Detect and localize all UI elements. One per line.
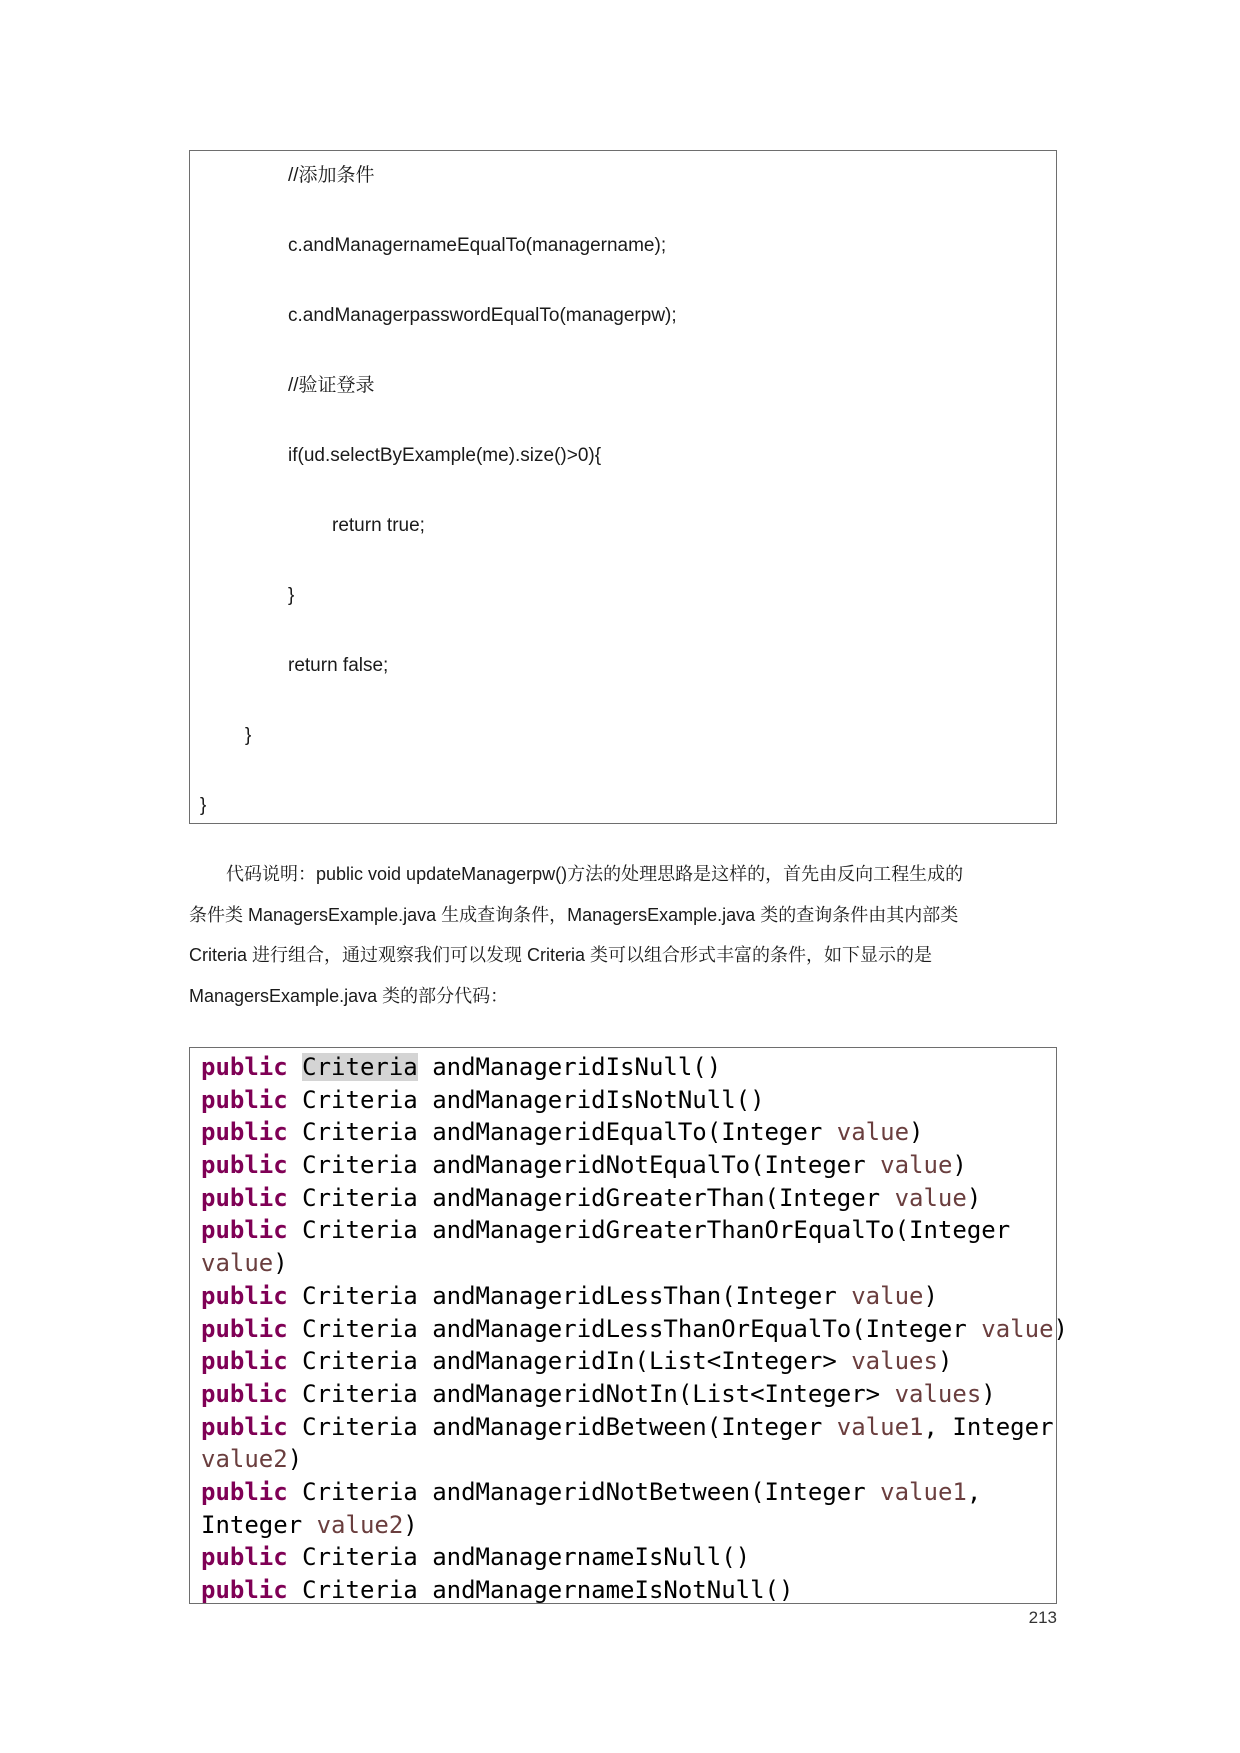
method-signature: andManageridNotIn(List<Integer> bbox=[432, 1379, 895, 1408]
code-line: //添加条件 bbox=[288, 165, 375, 186]
method-signature: andManageridLessThan(Integer bbox=[432, 1281, 852, 1310]
description-line-2: 条件类 ManagersExample.java 生成查询条件，ManagersExample.java 类的查询条件由其内部类 bbox=[189, 905, 959, 925]
code-row bbox=[201, 1116, 1050, 1149]
method-signature: andManageridIsNull() bbox=[432, 1053, 722, 1081]
signature-end: ) bbox=[1053, 1314, 1068, 1343]
code-row bbox=[201, 1084, 1050, 1117]
keyword-public: public bbox=[201, 1314, 288, 1343]
method-signature: Integer bbox=[201, 1510, 317, 1539]
type-criteria: Criteria bbox=[302, 1053, 418, 1081]
keyword-public: public bbox=[201, 1477, 288, 1506]
code-row bbox=[201, 1214, 1050, 1247]
signature-end: ) bbox=[981, 1379, 996, 1408]
method-signature: andManageridIsNotNull() bbox=[432, 1085, 765, 1114]
keyword-public: public bbox=[201, 1576, 288, 1604]
code-line: } bbox=[245, 725, 252, 746]
method-signature: andManagernameIsNotNull() bbox=[432, 1576, 794, 1604]
type-criteria: Criteria bbox=[302, 1314, 418, 1343]
description-line-4: ManagersExample.java 类的部分代码： bbox=[189, 986, 509, 1006]
method-signature: andManageridGreaterThanOrEqualTo(Integer bbox=[432, 1216, 1011, 1245]
type-criteria: Criteria bbox=[302, 1183, 418, 1212]
keyword-public: public bbox=[201, 1085, 288, 1114]
code-row bbox=[201, 1182, 1050, 1215]
code-row bbox=[201, 1509, 1050, 1542]
parameter-name: value bbox=[981, 1314, 1054, 1343]
method-signature: andManageridLessThanOrEqualTo(Integer bbox=[432, 1314, 982, 1343]
keyword-public: public bbox=[201, 1151, 288, 1180]
parameter-name: value bbox=[836, 1118, 910, 1147]
code-row bbox=[201, 1247, 1050, 1280]
type-criteria: Criteria bbox=[302, 1379, 418, 1408]
code-line: } bbox=[200, 795, 207, 816]
signature-end: ) bbox=[909, 1118, 924, 1147]
code-row bbox=[201, 1574, 1050, 1607]
code-line: if(ud.selectByExample(me).size()>0){ bbox=[288, 445, 602, 466]
page-number: 213 bbox=[1028, 1608, 1057, 1627]
type-criteria: Criteria bbox=[302, 1477, 418, 1506]
type-criteria: Criteria bbox=[302, 1216, 418, 1245]
parameter-name: value2 bbox=[201, 1445, 288, 1474]
signature-end: ) bbox=[966, 1183, 982, 1212]
code-row bbox=[201, 1541, 1050, 1574]
parameter-name: values bbox=[851, 1347, 938, 1376]
signature-end: ) bbox=[923, 1281, 938, 1310]
code-line: return false; bbox=[288, 655, 389, 676]
code-line: c.andManagernameEqualTo(managername); bbox=[288, 235, 667, 256]
signature-end: , bbox=[966, 1477, 982, 1506]
code-row bbox=[201, 1345, 1050, 1378]
method-signature: andManagernameIsNull() bbox=[432, 1543, 751, 1572]
parameter-name: value bbox=[880, 1151, 953, 1180]
type-criteria: Criteria bbox=[302, 1281, 418, 1310]
code-line: return true; bbox=[332, 515, 425, 536]
method-signature: andManageridIn(List<Integer> bbox=[432, 1347, 852, 1376]
code-line: //验证登录 bbox=[288, 375, 375, 396]
code-row bbox=[201, 1051, 1050, 1084]
signature-end: ) bbox=[273, 1249, 288, 1278]
keyword-public: public bbox=[201, 1543, 288, 1572]
code-row bbox=[201, 1411, 1054, 1444]
description-line-3: Criteria 进行组合，通过观察我们可以发现 Criteria 类可以组合形式丰富的条件，如下显示的是 bbox=[189, 945, 933, 965]
code-line: } bbox=[288, 585, 295, 606]
signature-end: ) bbox=[952, 1151, 967, 1180]
code-line: c.andManagerpasswordEqualTo(managerpw); bbox=[288, 305, 677, 326]
type-criteria: Criteria bbox=[302, 1347, 418, 1376]
parameter-name: values bbox=[894, 1379, 982, 1408]
signature-end: ) bbox=[287, 1445, 303, 1474]
method-signature: andManageridNotEqualTo(Integer bbox=[432, 1151, 881, 1180]
code-row bbox=[201, 1313, 1068, 1346]
type-criteria: Criteria bbox=[302, 1118, 418, 1147]
signature-end: ) bbox=[937, 1347, 953, 1376]
type-criteria: Criteria bbox=[302, 1151, 418, 1180]
type-criteria: Criteria bbox=[302, 1412, 418, 1441]
keyword-public: public bbox=[201, 1379, 288, 1408]
signature-end: ) bbox=[403, 1510, 418, 1539]
signature-end: , Integer bbox=[923, 1412, 1054, 1441]
code-block-2 bbox=[189, 1047, 1068, 1604]
code-block-2-lines bbox=[201, 1051, 1068, 1607]
parameter-name: value bbox=[894, 1183, 967, 1212]
keyword-public: public bbox=[201, 1183, 288, 1212]
parameter-name: value1 bbox=[836, 1412, 924, 1441]
code-row bbox=[201, 1280, 1050, 1313]
type-criteria: Criteria bbox=[302, 1576, 418, 1604]
code-row bbox=[201, 1443, 1050, 1476]
keyword-public: public bbox=[201, 1281, 288, 1310]
keyword-public: public bbox=[201, 1347, 288, 1376]
method-signature: andManageridGreaterThan(Integer bbox=[432, 1183, 895, 1212]
code-row bbox=[201, 1378, 1050, 1411]
type-criteria: Criteria bbox=[302, 1543, 418, 1572]
method-signature: andManageridNotBetween(Integer bbox=[432, 1477, 881, 1506]
parameter-name: value bbox=[851, 1281, 924, 1310]
keyword-public: public bbox=[201, 1216, 288, 1245]
keyword-public: public bbox=[201, 1053, 288, 1081]
code-row bbox=[201, 1149, 1050, 1182]
type-criteria: Criteria bbox=[302, 1085, 418, 1114]
parameter-name: value1 bbox=[880, 1477, 967, 1506]
parameter-name: value bbox=[201, 1249, 274, 1278]
keyword-public: public bbox=[201, 1412, 288, 1441]
method-signature: andManageridEqualTo(Integer bbox=[432, 1118, 837, 1147]
description-line-1: 代码说明：public void updateManagerpw()方法的处理思路是这样的，首先由反向工程生成的 bbox=[226, 864, 964, 884]
code-row bbox=[201, 1476, 1050, 1509]
method-signature: andManageridBetween(Integer bbox=[432, 1412, 837, 1441]
parameter-name: value2 bbox=[316, 1510, 404, 1539]
keyword-public: public bbox=[201, 1118, 288, 1147]
